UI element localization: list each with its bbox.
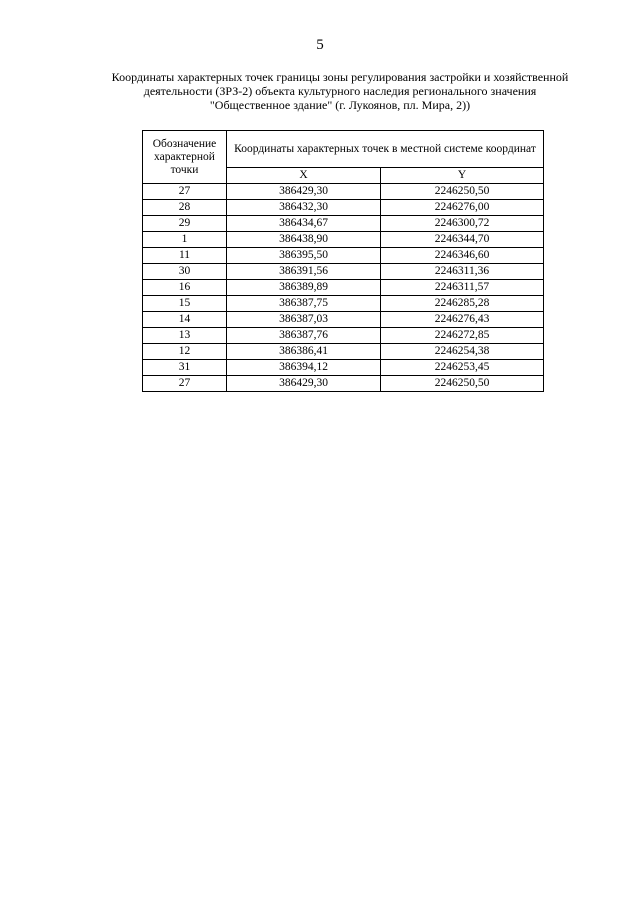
point-cell: 27 (143, 184, 227, 200)
x-cell: 386387,03 (227, 312, 381, 328)
table-header (143, 131, 544, 184)
title-line-3: "Общественное здание" (г. Лукоянов, пл. Мира, 2)) (209, 98, 471, 112)
table-row (143, 296, 544, 312)
y-cell: 2246254,38 (381, 344, 544, 360)
x-cell: 386389,89 (227, 280, 381, 296)
coordinates-table (142, 130, 544, 392)
table-row (143, 376, 544, 392)
table-body (143, 184, 544, 392)
x-cell: 386387,75 (227, 296, 381, 312)
y-cell: 2246344,70 (381, 232, 544, 248)
header-x: X (227, 168, 381, 184)
y-cell: 2246346,60 (381, 248, 544, 264)
point-cell: 28 (143, 200, 227, 216)
table-row (143, 280, 544, 296)
y-cell: 2246272,85 (381, 328, 544, 344)
x-cell: 386387,76 (227, 328, 381, 344)
table-row (143, 200, 544, 216)
table-row (143, 360, 544, 376)
x-cell: 386391,56 (227, 264, 381, 280)
x-cell: 386429,30 (227, 376, 381, 392)
point-cell: 1 (143, 232, 227, 248)
table-row (143, 344, 544, 360)
y-cell: 2246253,45 (381, 360, 544, 376)
point-cell: 16 (143, 280, 227, 296)
title-line-1: Координаты характерных точек границы зоны регулирования застройки и хозяйственной (111, 70, 569, 84)
page-number: 5 (316, 37, 324, 53)
point-cell: 31 (143, 360, 227, 376)
table-row (143, 184, 544, 200)
table-row (143, 216, 544, 232)
x-cell: 386432,30 (227, 200, 381, 216)
x-cell: 386429,30 (227, 184, 381, 200)
y-cell: 2246276,00 (381, 200, 544, 216)
x-cell: 386438,90 (227, 232, 381, 248)
y-cell: 2246285,28 (381, 296, 544, 312)
table-row (143, 248, 544, 264)
table-row (143, 328, 544, 344)
point-cell: 14 (143, 312, 227, 328)
x-cell: 386395,50 (227, 248, 381, 264)
table-row (143, 232, 544, 248)
point-cell: 15 (143, 296, 227, 312)
y-cell: 2246250,50 (381, 184, 544, 200)
document-title (70, 70, 610, 112)
point-cell: 13 (143, 328, 227, 344)
x-cell: 386434,67 (227, 216, 381, 232)
y-cell: 2246311,57 (381, 280, 544, 296)
y-cell: 2246311,36 (381, 264, 544, 280)
point-cell: 30 (143, 264, 227, 280)
header-coordinates-group: Координаты характерных точек в местной системе координат (227, 131, 544, 168)
point-cell: 29 (143, 216, 227, 232)
table-header-row (143, 131, 544, 168)
title-line-2: деятельности (ЗРЗ-2) объекта культурного наследия регионального значения (143, 84, 537, 98)
point-cell: 27 (143, 376, 227, 392)
point-cell: 11 (143, 248, 227, 264)
y-cell: 2246276,43 (381, 312, 544, 328)
table-row (143, 264, 544, 280)
x-cell: 386394,12 (227, 360, 381, 376)
table-row (143, 312, 544, 328)
point-cell: 12 (143, 344, 227, 360)
y-cell: 2246250,50 (381, 376, 544, 392)
header-point-designation: Обозначение характерной точки (143, 131, 227, 184)
header-y: Y (381, 168, 544, 184)
x-cell: 386386,41 (227, 344, 381, 360)
y-cell: 2246300,72 (381, 216, 544, 232)
